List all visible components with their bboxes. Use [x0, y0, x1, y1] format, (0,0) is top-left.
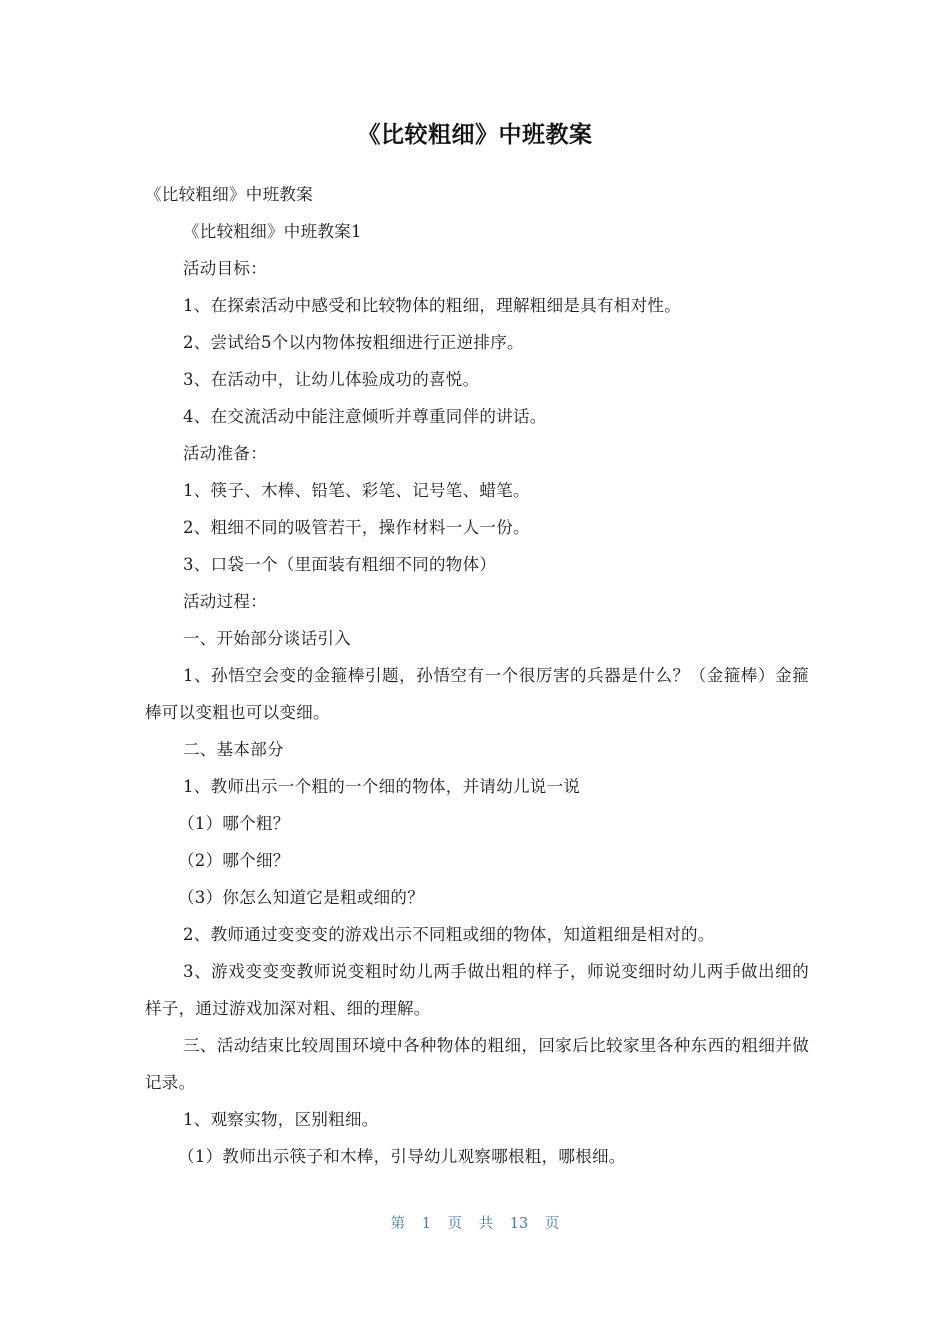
- paragraph: 二、基本部分: [183, 740, 284, 759]
- paragraph: 一、开始部分谈话引入: [183, 629, 351, 648]
- paragraph: 4、在交流活动中能注意倾听并尊重同伴的讲话。: [183, 407, 547, 426]
- paragraph: 1、教师出示一个粗的一个细的物体，并请幼儿说一说: [183, 777, 581, 796]
- page-footer: 第 1 页 共 13 页: [390, 1216, 560, 1232]
- paragraph: 1、孙悟空会变的金箍棒引题，孙悟空有一个很厉害的兵器是什么？（金箍棒）金箍棒可以变粗也可以变细。: [145, 666, 809, 722]
- paragraph: 1、观察实物，区别粗细。: [183, 1110, 379, 1129]
- paragraph: 三、活动结束比较周围环境中各种物体的粗细，回家后比较家里各种东西的粗细并做记录。: [145, 1036, 809, 1092]
- paragraph: 《比较粗细》中班教案: [145, 185, 313, 204]
- paragraph: 2、粗细不同的吸管若干，操作材料一人一份。: [183, 518, 530, 537]
- paragraph: （2）哪个细？: [178, 851, 290, 870]
- paragraph: 1、在探索活动中感受和比较物体的粗细，理解粗细是具有相对性。: [183, 296, 681, 315]
- paragraph: 2、教师通过变变变的游戏出示不同粗或细的物体，知道粗细是相对的。: [183, 925, 715, 944]
- paragraph: 3、在活动中，让幼儿体验成功的喜悦。: [183, 370, 480, 389]
- paragraph: （3）你怎么知道它是粗或细的？: [178, 888, 424, 907]
- document-title: 《比较粗细》中班教案: [357, 122, 593, 148]
- paragraph: 3、游戏变变变教师说变粗时幼儿两手做出粗的样子，师说变细时幼儿两手做出细的样子，通过游戏加深对粗、细的理解。: [145, 962, 809, 1018]
- document-body: [145, 176, 809, 1175]
- paragraph: （1）哪个粗？: [178, 814, 290, 833]
- paragraph: 《比较粗细》中班教案1: [183, 222, 362, 241]
- paragraph: 活动准备：: [183, 444, 267, 463]
- paragraph: 活动目标：: [183, 259, 267, 278]
- paragraph: 活动过程：: [183, 592, 267, 611]
- paragraph: 1、筷子、木棒、铅笔、彩笔、记号笔、蜡笔。: [183, 481, 530, 500]
- paragraph: （1）教师出示筷子和木棒，引导幼儿观察哪根粗，哪根细。: [178, 1147, 626, 1166]
- paragraph: 3、口袋一个（里面装有粗细不同的物体）: [183, 555, 497, 574]
- paragraph: 2、尝试给5个以内物体按粗细进行正逆排序。: [183, 333, 524, 352]
